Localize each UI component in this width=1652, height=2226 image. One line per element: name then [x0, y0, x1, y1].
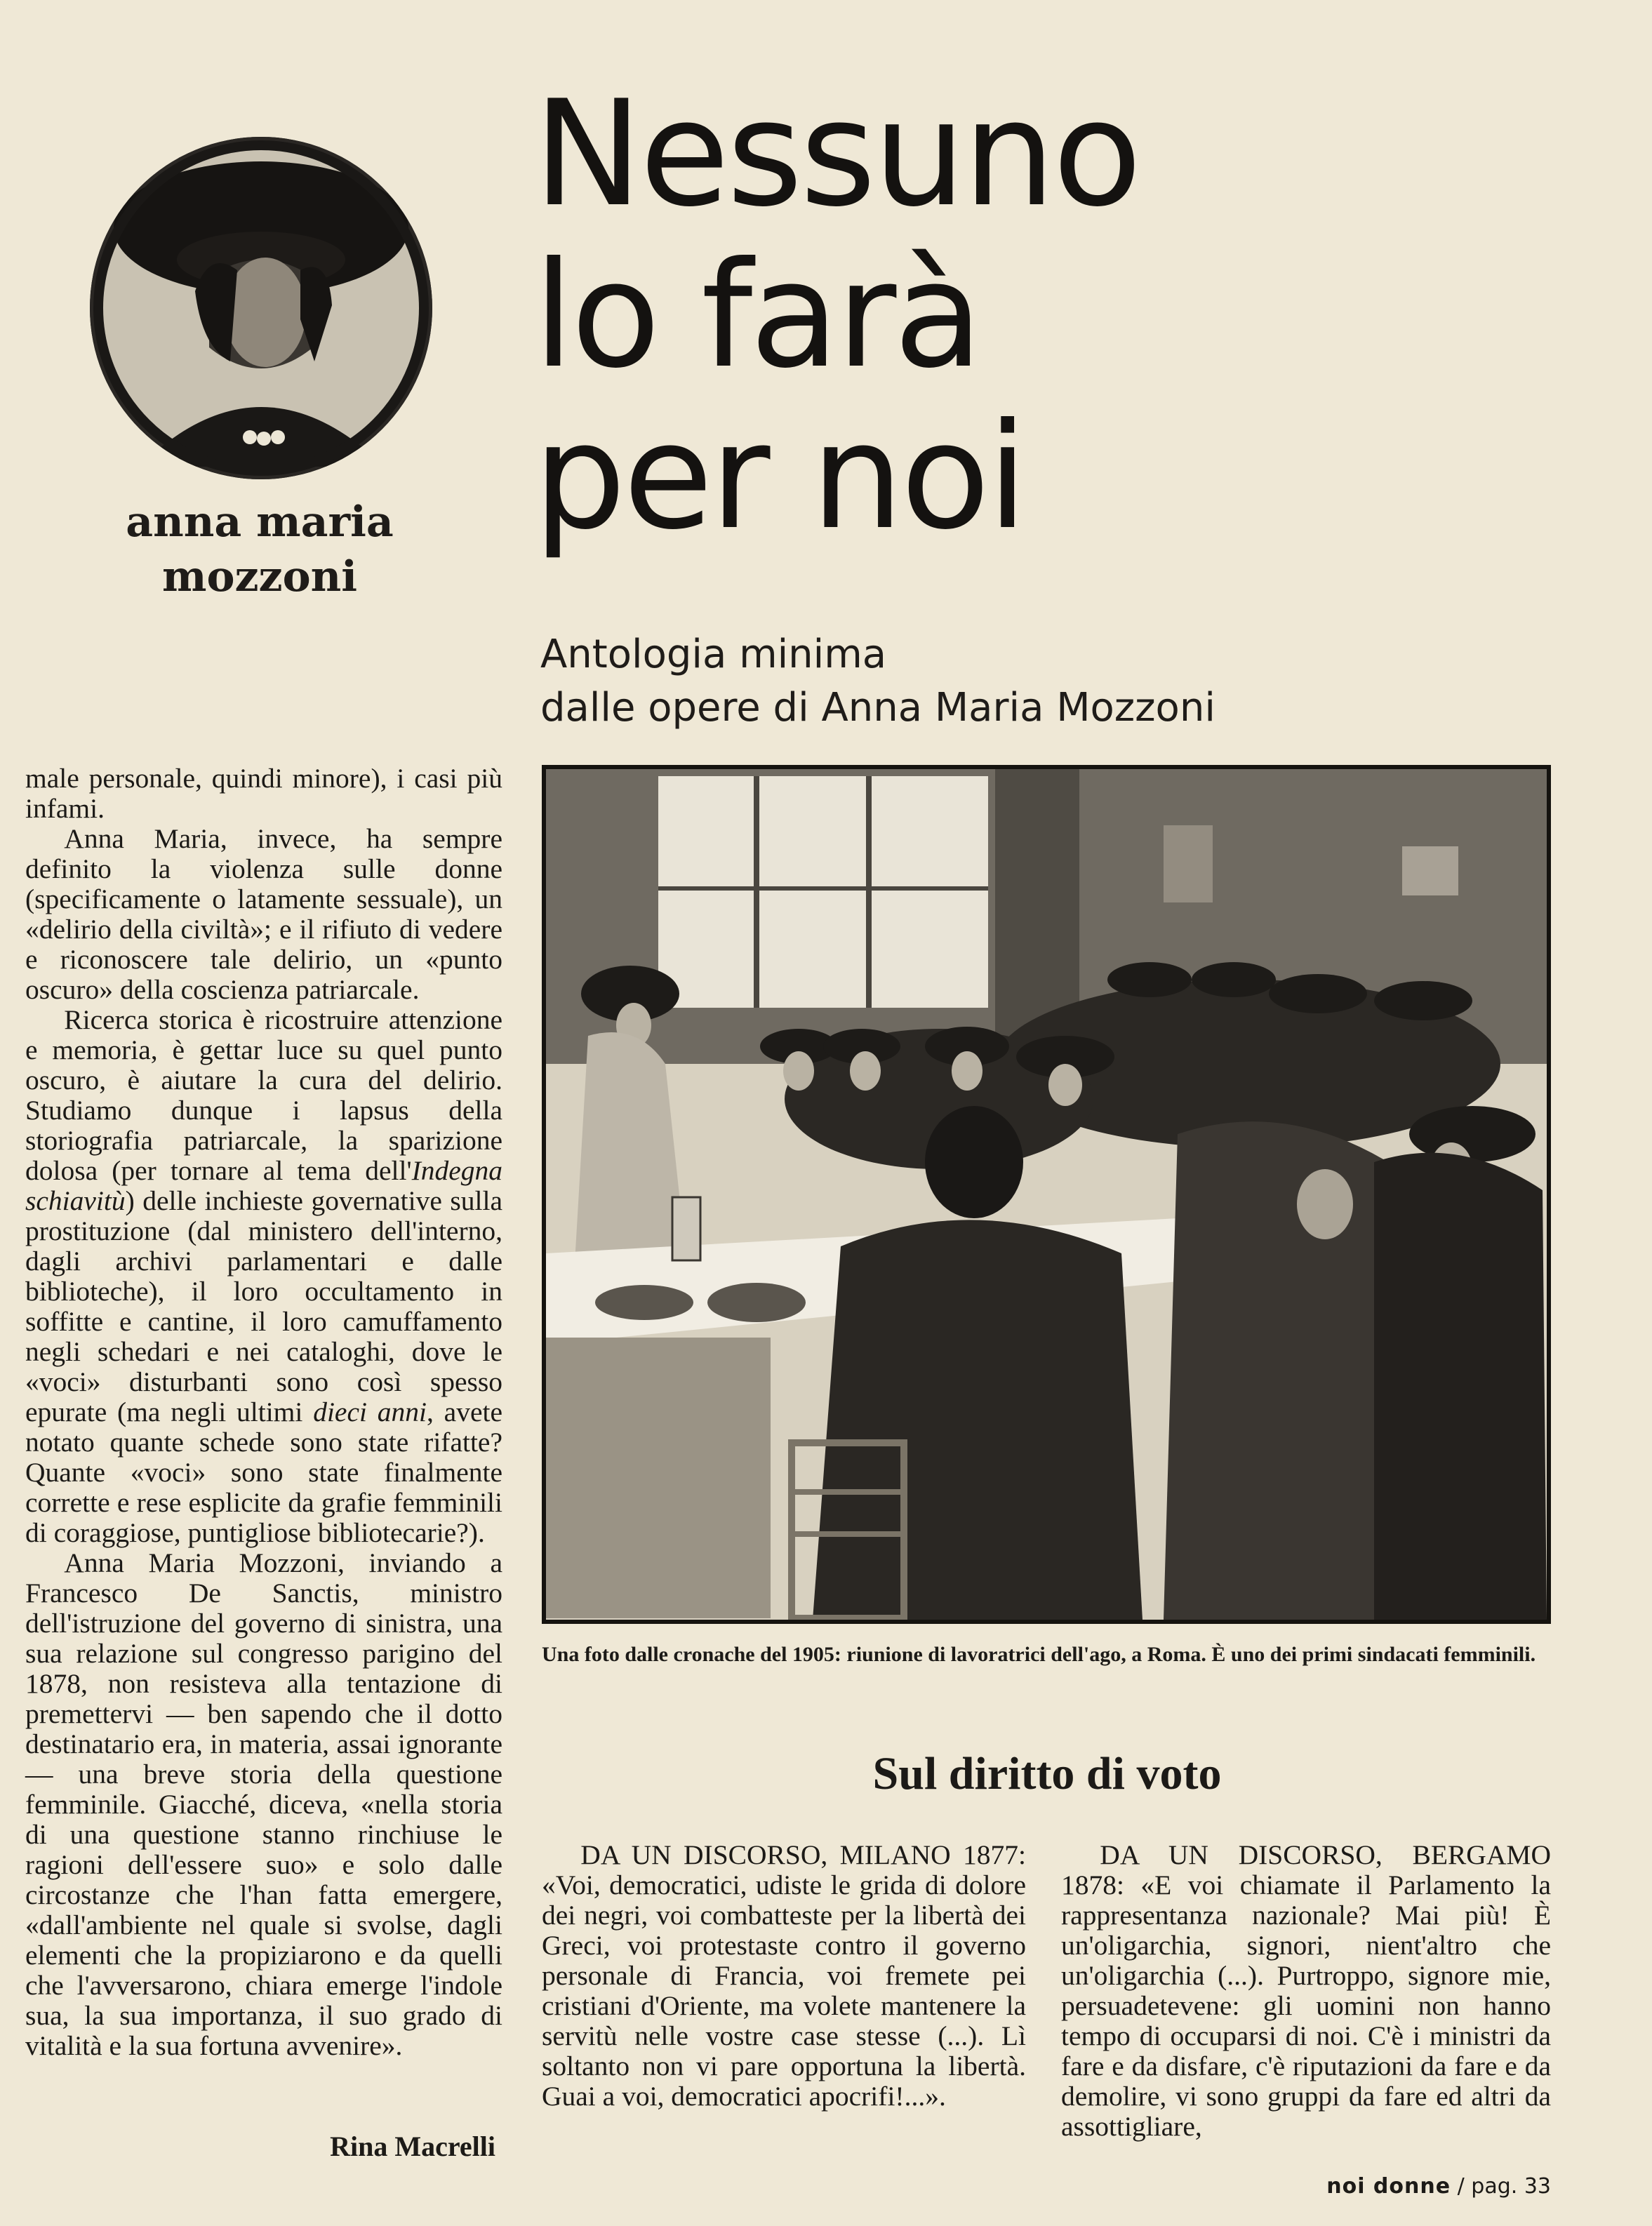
magazine-name: noi donne: [1326, 2174, 1451, 2199]
author-first-names: anna maria: [126, 498, 394, 547]
portrait-medallion: [90, 137, 432, 479]
paragraph: Anna Maria Mozzoni, inviando a Francesco De Sanctis, ministro dell'istruzione del governo di sinistra, una sua relazione sul congresso parigino del 1878, non resisteva alla tentazione di premettervi — ben sapendo che il dotto destinatario era, in materia, assai ignorante — una breve storia della questione femminile. Giacché, diceva, «nella storia di una questione stanno rinchiuse le ragioni dell'essere suo» e solo dalle circostanze che l'han fatta emergere, «dall'ambiente nel quale si svolse, dagli elementi che la propiziarono e da quelli che l'avversarono, chiara emerge l'indole sua, la sua importanza, il suo grado di vitalità e la sua fortuna avvenire».: [25, 1547, 502, 2061]
page-number: pag. 33: [1471, 2174, 1551, 2199]
author-signature: Rina Macrelli: [330, 2131, 495, 2162]
photo-caption: Una foto dalle cronache del 1905: riunione di lavoratrici dell'ago, a Roma. È uno dei primi sindacati femminili.: [542, 1643, 1536, 1666]
page-footer: [1284, 2174, 1551, 2199]
paragraph: male personale, quindi minore), i casi più infami.: [25, 763, 502, 824]
paragraph: Ricerca storica è ricostruire attenzione e memoria, è gettar luce su quel punto oscuro, è aiutare la cura del delirio. Studiamo dunque i lapsus della storiografia patriarcale, la sparizione dolosa (per tornare al tema dell'Indegna schiavitù) delle inchieste governative sulla prostituzione (dal ministero dell'interno, dagli archivi parlamentari e dalle biblioteche), il loro occultamento in soffitte e cantine, il loro camuffamento negli schedari e nei cataloghi, dove le «voci» disturbanti sono così spesso epurate (ma negli ultimi dieci anni, avete notato quante schede sono state rifatte? Quante «voci» sono state finalmente corrette e rese esplicite da grafie femminili di coraggiose, puntigliose bibliotecarie?).: [25, 1004, 502, 1548]
title-line-1: Nessuno: [533, 69, 1140, 239]
author-name: [77, 495, 442, 604]
meeting-photo: [542, 765, 1551, 1624]
subtitle-line-2: dalle opere di Anna Maria Mozzoni: [540, 685, 1215, 731]
italic-title: Indegna schiavitù: [25, 1155, 502, 1216]
subtitle: [540, 628, 1383, 735]
quote-paragraph: DA UN DISCORSO, BERGAMO 1878: «E voi chiamate il Parlamento la rappresentanza nazionale? Mai più! È un'oligarchia, signori, nient'altro che un'oligarchia (...). Purtroppo, signore mie, persuadetevene: gli uomini non hanno tempo di occuparsi di noi. C'è i ministri da fare e da disfare, c'è riputazioni da fare e da demolire, vi sono gruppi da fare ed altri da assottigliare,: [1061, 1839, 1551, 2142]
paragraph: Anna Maria, invece, ha sempre definito la violenza sulle donne (specificamente o latamente sessuale), un «delirio della civiltà»; e il rifiuto di vedere e riconoscere tale delirio, un «punto oscuro» della coscienza patriarcale.: [25, 823, 502, 1005]
left-column-text: [25, 764, 502, 2061]
title-line-3: per noi: [533, 392, 1025, 562]
quote-paragraph: DA UN DISCORSO, MILANO 1877: «Voi, democratici, udiste le grida di dolore dei negri, voi combatteste per la libertà dei Greci, voi protestaste contro il governo personale di Francia, voi fremete pei cristiani d'Oriente, ma volete mantenere la servitù nelle vostre case stesse (...). Lì soltanto non vi pare opportuna la libertà. Guai a voi, democratici apocrifi!...».: [542, 1839, 1026, 2112]
footer-separator: /: [1457, 2174, 1465, 2199]
title-line-2: lo farà: [533, 231, 980, 401]
woman-portrait-icon: [90, 137, 432, 479]
section-title: Sul diritto di voto: [872, 1748, 1222, 1799]
middle-column-text: [542, 1840, 1026, 2112]
meeting-illustration-icon: [546, 769, 1547, 1620]
italic-phrase: dieci anni: [313, 1397, 427, 1427]
subtitle-line-1: Antologia minima: [540, 632, 887, 677]
author-surname: mozzoni: [161, 552, 358, 601]
right-column-text: [1061, 1840, 1551, 2142]
page-title: [533, 69, 1375, 562]
